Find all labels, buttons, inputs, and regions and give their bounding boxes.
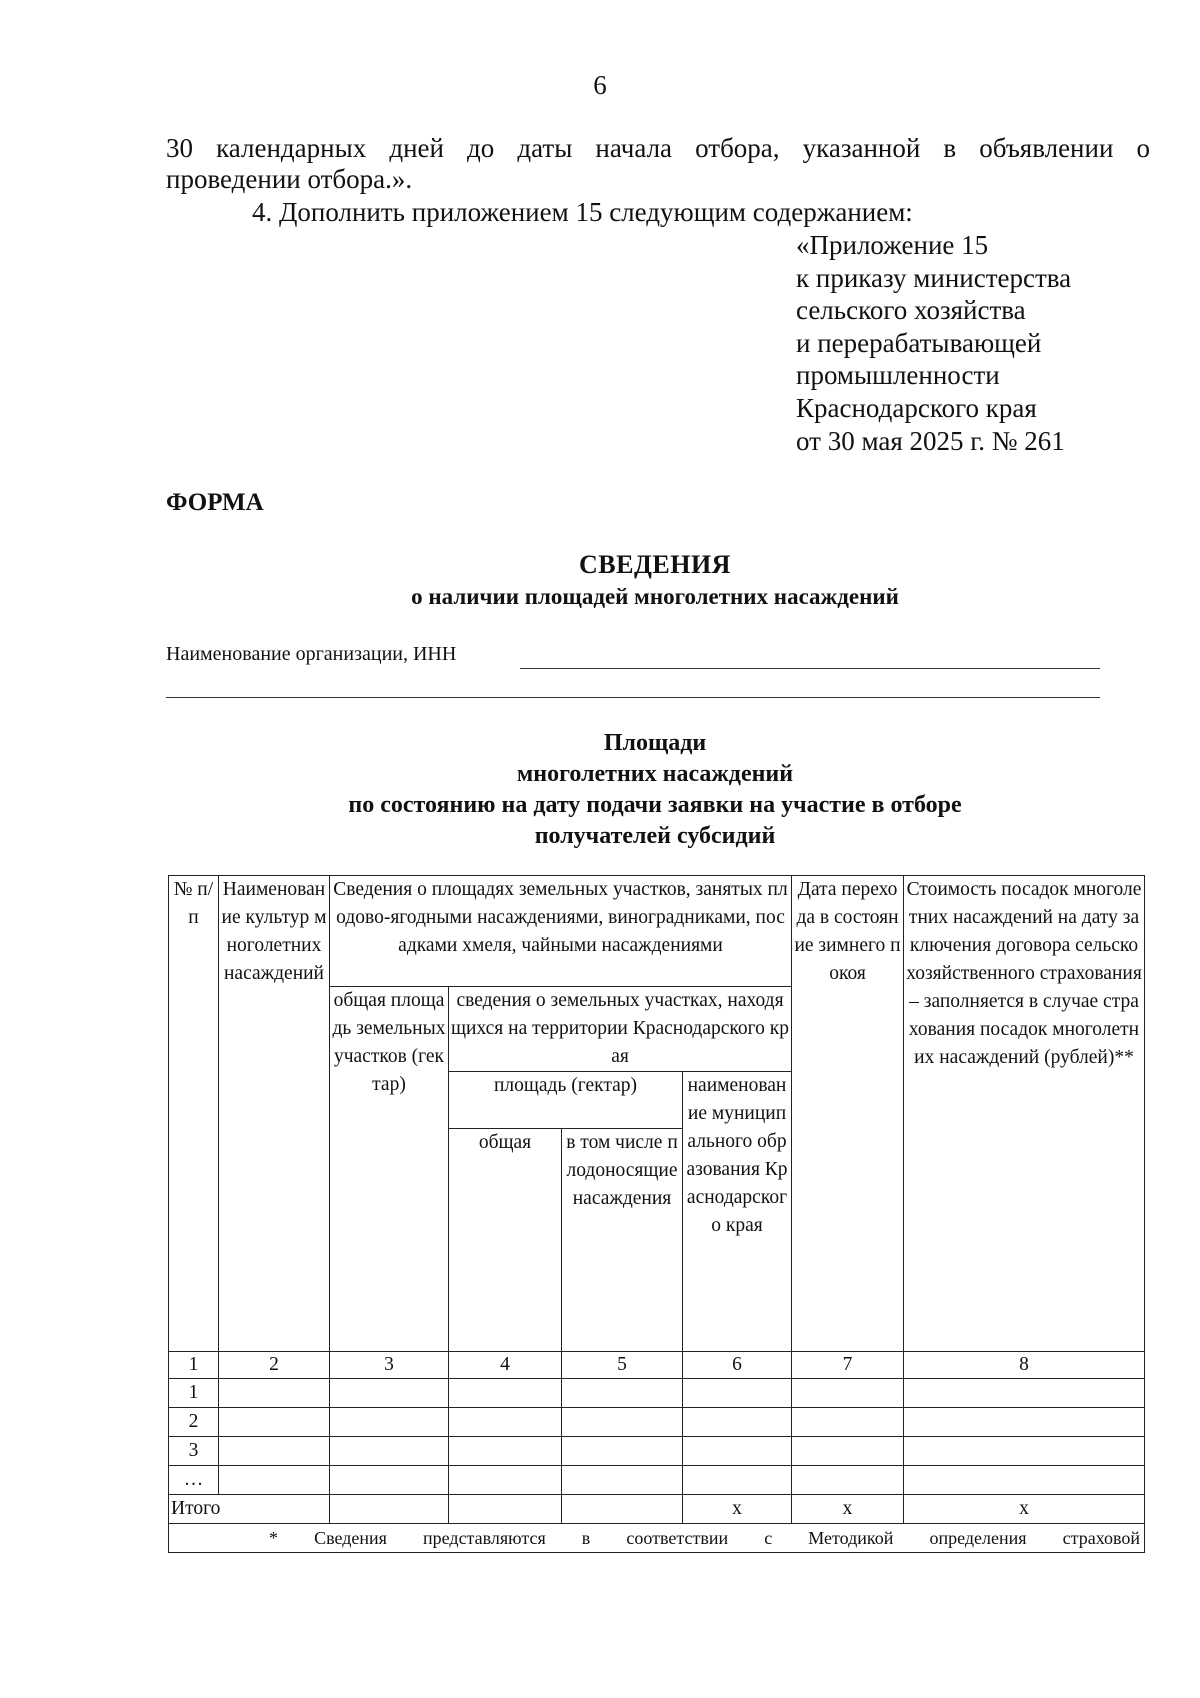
column-number-cell: 2 [219,1352,330,1379]
x-mark: x [904,1495,1145,1524]
empty-cell [562,1379,683,1408]
empty-cell [219,1408,330,1437]
empty-cell [330,1466,449,1495]
header-insurance-cost: Стоимость посадок многолетних насаждений на дату заключения договора сельскохозяйственного страхования – заполняется в случае страхования посадок многолетних насаждений (рублей)** [904,876,1145,1352]
header-col-num: № п/п [169,876,219,1352]
column-number-cell: 4 [449,1352,562,1379]
table-title-line: по состоянию на дату подачи заявки на участие в отборе [348,792,962,818]
column-number-cell: 5 [562,1352,683,1379]
table-row [169,1408,1145,1437]
empty-cell [219,1379,330,1408]
header-area-fruit-bearing: в том числе плодоносящие насаждения [562,1129,683,1352]
empty-cell [219,1437,330,1466]
empty-cell [449,1379,562,1408]
column-number-cell: 1 [169,1352,219,1379]
row-number: 2 [169,1408,219,1437]
table-row [169,1379,1145,1408]
empty-cell [330,1437,449,1466]
header-total-area: общая площадь земельных участков (гектар) [330,987,449,1352]
empty-cell [330,1408,449,1437]
empty-cell [562,1408,683,1437]
table-title [0,728,1200,852]
appendix-line: Краснодарского края [796,392,1037,423]
appendix-line: к приказу министерства [796,262,1072,293]
header-dormancy-date: Дата перехода в состояние зимнего покоя [792,876,904,1352]
empty-cell [449,1437,562,1466]
row-number: … [169,1466,219,1495]
appendix-line: промышленности [796,360,1000,391]
empty-cell [792,1466,904,1495]
empty-cell [683,1466,792,1495]
empty-cell [792,1408,904,1437]
header-col-name: Наименование культур многолетних насаждений [219,876,330,1352]
table-title-line: многолетних насаждений [516,761,794,787]
org-name-fill-line [520,668,1100,669]
paragraph-item-4: 4. Дополнить приложением 15 следующим содержанием: [252,197,913,227]
form-label: ФОРМА [166,489,264,516]
table-footnote: * Сведения представляются в соответствии с Методикой определения страховой [169,1524,1145,1553]
document-title: СВЕДЕНИЯ [579,550,731,579]
table-row [169,1437,1145,1466]
empty-cell [562,1437,683,1466]
org-name-fill-line-2 [166,697,1100,698]
x-mark: x [683,1495,792,1524]
empty-cell [683,1437,792,1466]
empty-cell [449,1466,562,1495]
column-number-cell: 3 [330,1352,449,1379]
table-title-line: Площади [603,730,707,756]
empty-cell [683,1379,792,1408]
row-number: 3 [169,1437,219,1466]
header-krasnodar-group: сведения о земельных участках, находящихся на территории Краснодарского края [449,987,792,1072]
paragraph-continuation-line1: 30 календарных дней до даты начала отбора, указанной в объявлении о [166,133,1150,163]
empty-cell [562,1495,683,1524]
row-number: 1 [169,1379,219,1408]
empty-cell [904,1466,1145,1495]
empty-cell [904,1408,1145,1437]
plantings-table [168,875,1145,1553]
total-row [169,1495,1145,1524]
empty-cell [904,1379,1145,1408]
empty-cell [792,1379,904,1408]
page-number: 6 [593,70,607,100]
empty-cell [562,1466,683,1495]
header-area-hectare: площадь (гектар) [449,1072,683,1129]
appendix-line: сельского хозяйства [796,295,1026,326]
header-area-total: общая [449,1129,562,1352]
empty-cell [330,1495,449,1524]
empty-cell [683,1408,792,1437]
appendix-line: и перерабатывающей [796,327,1042,358]
empty-cell [330,1379,449,1408]
appendix-header [796,229,1071,457]
org-name-label: Наименование организации, ИНН [166,643,457,665]
paragraph-continuation-line2: проведении отбора.». [166,164,413,194]
empty-cell [449,1495,562,1524]
empty-cell [904,1437,1145,1466]
table-title-line: получателей субсидий [534,823,776,849]
appendix-line: от 30 мая 2025 г. № 261 [796,425,1065,456]
empty-cell [449,1408,562,1437]
table-row [169,1466,1145,1495]
header-municipality: наименование муниципального образования Краснодарского края [683,1072,792,1352]
appendix-line: «Приложение 15 [796,230,989,260]
empty-cell [792,1437,904,1466]
document-subtitle: о наличии площадей многолетних насаждений [411,584,899,609]
x-mark: x [792,1495,904,1524]
column-number-cell: 8 [904,1352,1145,1379]
empty-cell [219,1466,330,1495]
total-label: Итого [169,1495,330,1524]
column-number-cell: 6 [683,1352,792,1379]
column-number-cell: 7 [792,1352,904,1379]
header-plots-group: Сведения о площадях земельных участков, занятых плодово-ягодными насаждениями, виноградниками, посадками хмеля, чайными насаждениями [330,876,792,987]
